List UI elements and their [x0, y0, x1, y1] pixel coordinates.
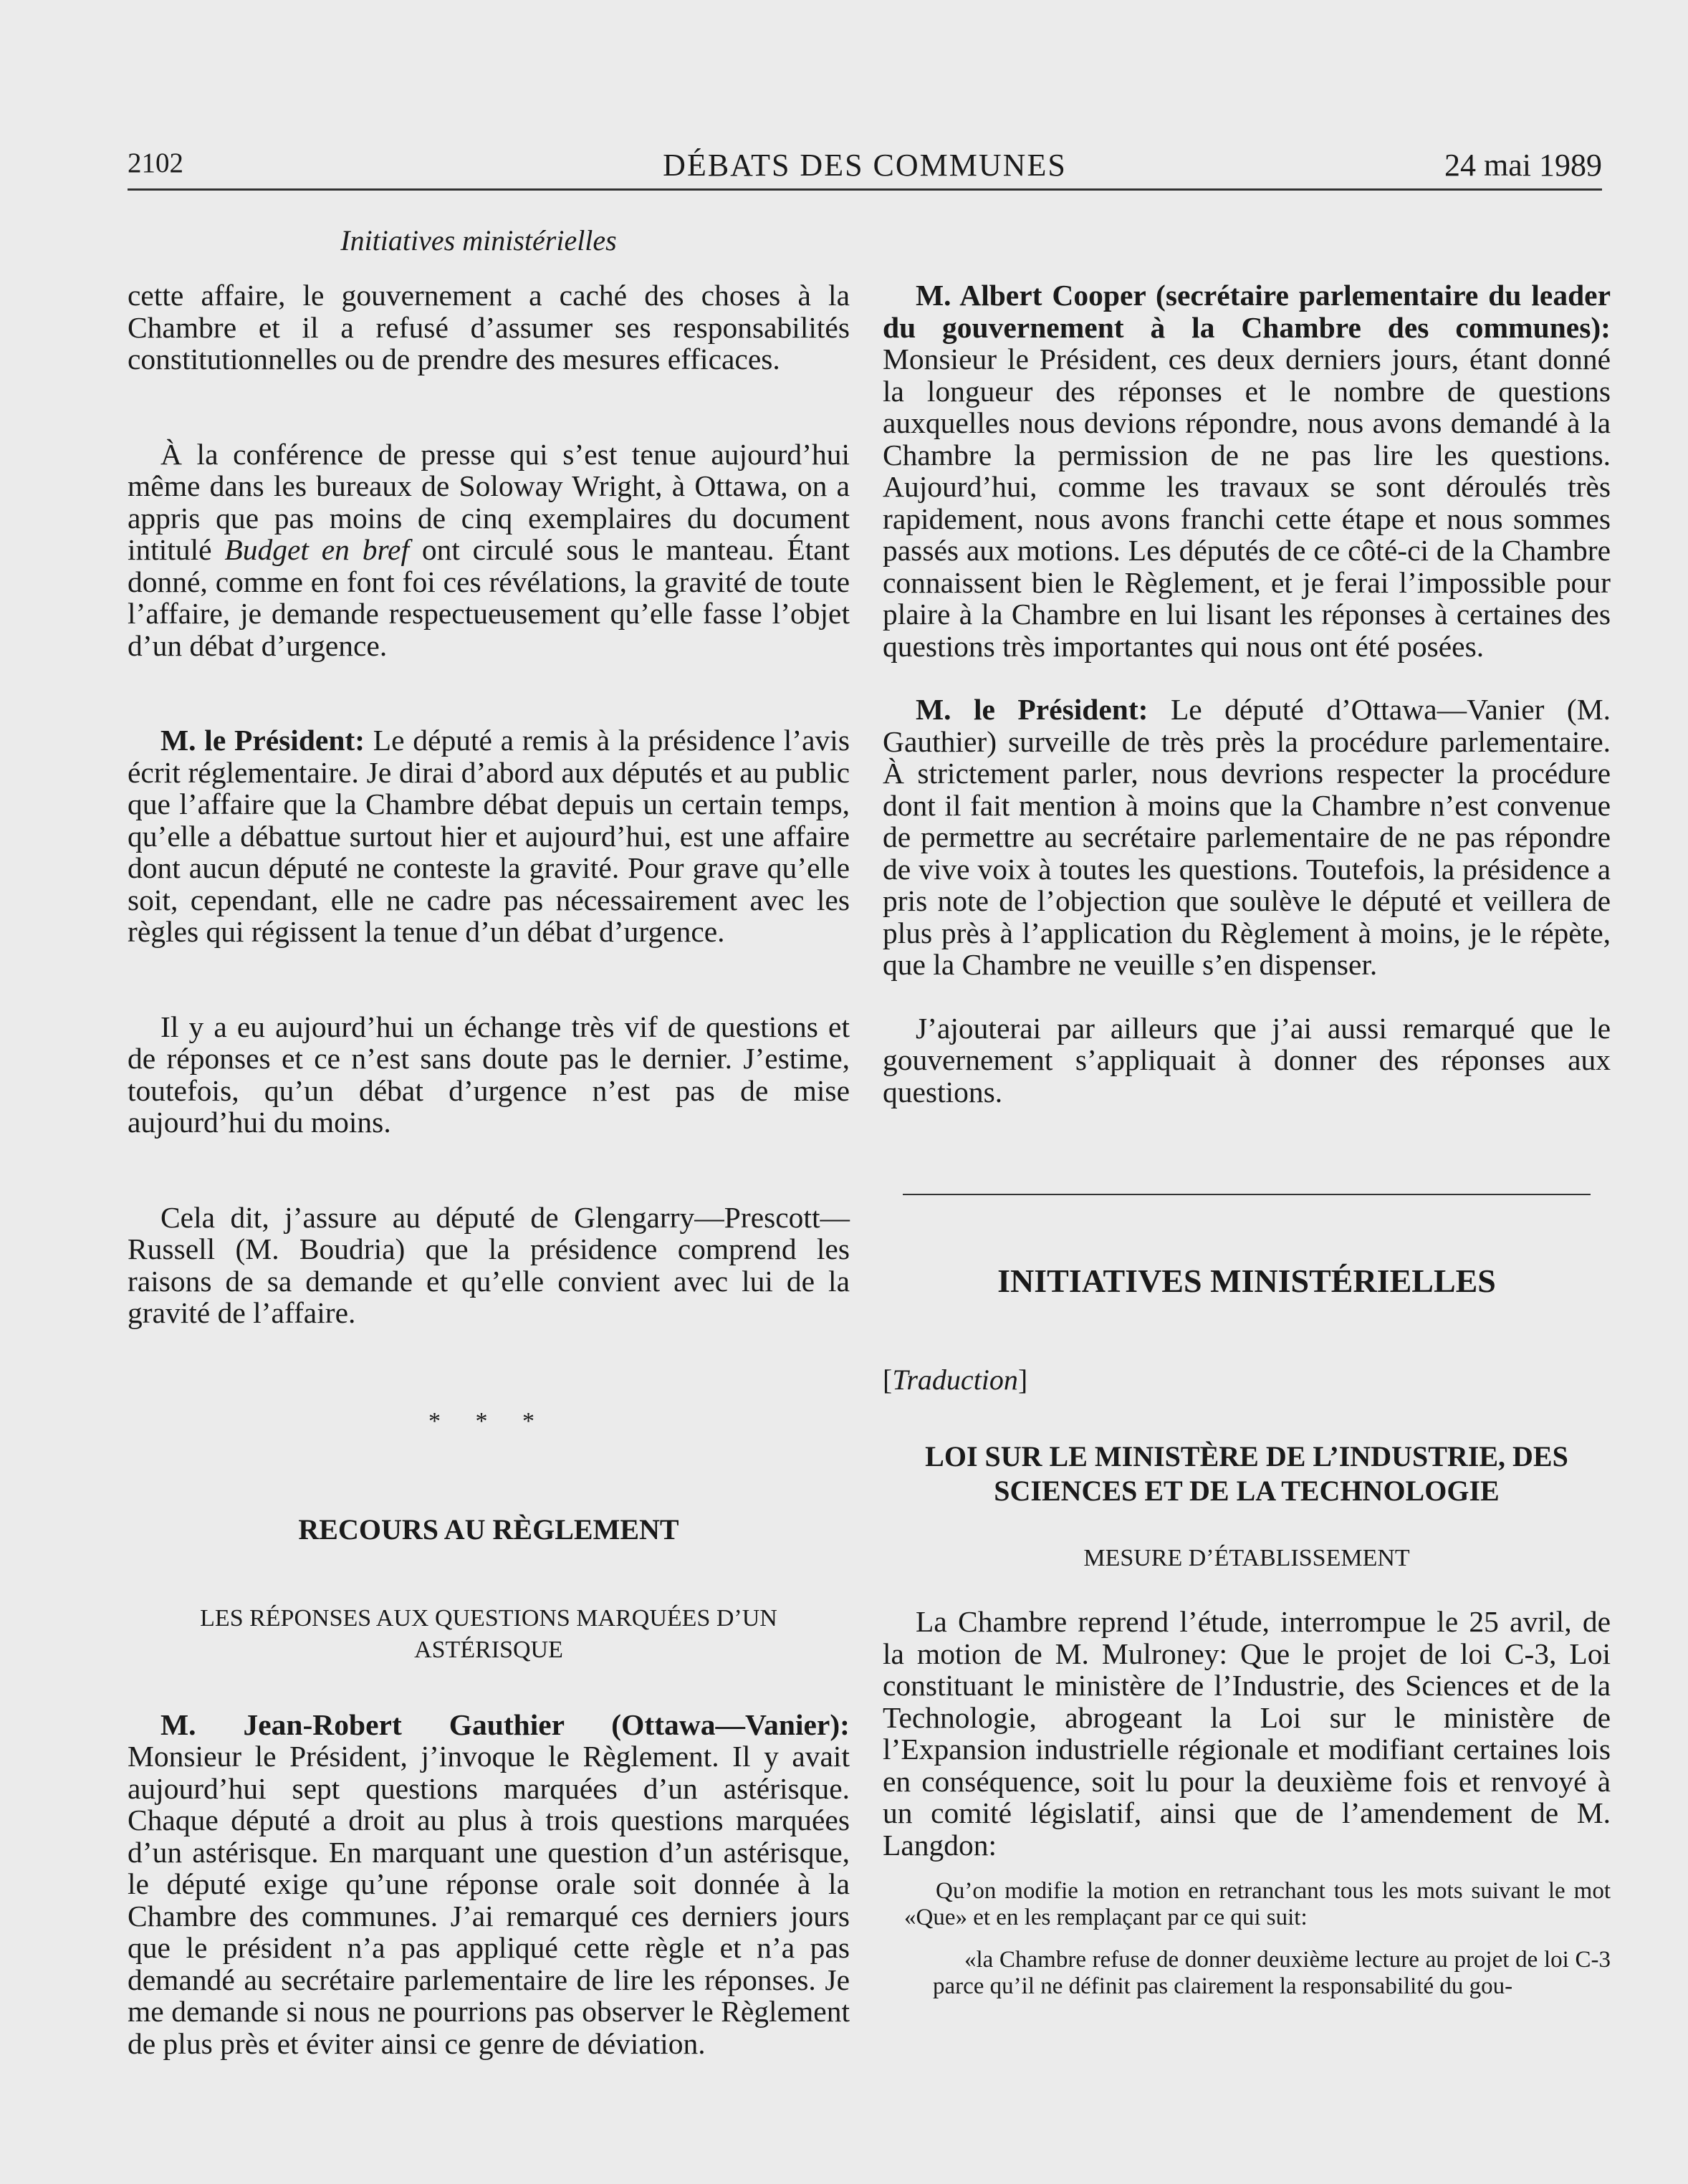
speaker-name: M. le Président:: [160, 724, 365, 757]
speaker-name: M. Albert Cooper (secrétaire parlementaire du leader du gouvernement à la Chambre des communes):: [883, 279, 1611, 344]
speaker-name: M. le Président:: [916, 693, 1148, 726]
right-column: [883, 279, 1611, 2000]
heading-recours: RECOURS AU RÈGLEMENT: [298, 1513, 679, 1546]
page-number: 2102: [128, 148, 183, 178]
subheading-reponses: LES RÉPONSES AUX QUESTIONS MARQUÉES D’UN ASTÉRISQUE: [200, 1604, 777, 1663]
paragraph: M. le Président: Le député d’Ottawa—Vanier (M. Gauthier) surveille de très près la procédure parlementaire. À strictement parler, nous devrions respecter la procédure dont il fait mention à moins que la Chambre n’est convenue de permettre au secrétaire parlementaire de ne pas répondre de vive voix à toutes les questions. Toutefois, la présidence a pris note de l’objection que soulève le député et veillera de plus près à l’application du Règlement à moins, je le répète, que la Chambre ne veuille s’en dispenser.: [883, 693, 1611, 981]
heading-initiatives: INITIATIVES MINISTÉRIELLES: [997, 1263, 1496, 1299]
speaker-name: M. Jean-Robert Gauthier (Ottawa—Vanier):: [160, 1708, 850, 1741]
paragraph: Cela dit, j’assure au député de Glengarry—Prescott—Russell (M. Boudria) que la présidence comprend les raisons de sa demande et qu’elle convient avec lui de la gravité de l’affaire.: [128, 1200, 850, 1329]
quoted-text: «la Chambre refuse de donner deuxième lecture au projet de loi C-3 parce qu’il ne définit pas clairement la responsabilité du gou-: [933, 1947, 1611, 1999]
section-separator: * * *: [428, 1407, 549, 1435]
paragraph: Il y a eu aujourd’hui un échange très vif de questions et de réponses et ce n’est sans doute pas le dernier. J’estime, toutefois, qu’un débat d’urgence n’est pas de mise aujourd’hui du moins.: [128, 1010, 850, 1139]
publication-date: 24 mai 1989: [1444, 148, 1602, 183]
translation-note: [Traduction]: [883, 1364, 1028, 1396]
publication-title: DÉBATS DES COMMUNES: [663, 148, 1067, 183]
paragraph: cette affaire, le gouvernement a caché des choses à la Chambre et il a refusé d’assumer ses responsabilités constitutionnelles ou de prendre des mesures efficaces.: [128, 279, 850, 375]
quoted-amendment: Qu’on modifie la motion en retranchant tous les mots suivant le mot «Que» et en les remplaçant par ce qui suit:: [904, 1878, 1611, 1930]
paragraph: J’ajouterai par ailleurs que j’ai aussi remarqué que le gouvernement s’appliquait à donner des réponses aux questions.: [883, 1011, 1611, 1108]
paragraph: À la conférence de presse qui s’est tenue aujourd’hui même dans les bureaux de Soloway Wright, à Ottawa, on a appris que pas moins de cinq exemplaires du document intitulé Budget en bref ont circulé sous le manteau. Étant donné, comme en font foi ces révélations, la gravité de toute l’affaire, je demande respectueusement qu’elle fasse l’objet d’un débat d’urgence.: [128, 437, 850, 662]
heading-loi: LOI SUR LE MINISTÈRE DE L’INDUSTRIE, DES SCIENCES ET DE LA TECHNOLOGIE: [925, 1440, 1568, 1507]
paragraph: M. le Président: Le député a remis à la présidence l’avis écrit réglementaire. Je dirai d’abord aux députés et au public que l’affaire que la Chambre débat depuis un certain temps, qu’elle a débattue surtout hier et aujourd’hui, est une affaire dont aucun député ne conteste la gravité. Pour grave qu’elle soit, cependant, elle ne cadre pas nécessairement avec les règles qui régissent la tenue d’un débat d’urgence.: [128, 724, 850, 948]
paragraph: M. Albert Cooper (secrétaire parlementaire du leader du gouvernement à la Chambre des communes): Monsieur le Président, ces deux derniers jours, étant donné la longueur des réponses et le nombre de questions auxquelles nous devions répondre, nous avons demandé à la Chambre la permission de ne pas lire les questions. Aujourd’hui, comme les travaux se sont déroulés très rapidement, nous avons franchi cette étape et nous sommes passés aux motions. Les députés de ce côté-ci de la Chambre connaissent bien le Règlement, et je ferai l’impossible pour plaire à la Chambre en lui lisant les réponses à certaines des questions très importantes qui nous ont été posées.: [883, 279, 1611, 663]
header-rule: [128, 188, 1602, 191]
left-column: [128, 279, 850, 2059]
page-header: [128, 147, 1602, 190]
subheading-mesure: MESURE D’ÉTABLISSEMENT: [1083, 1545, 1410, 1571]
paragraph: La Chambre reprend l’étude, interrompue le 25 avril, de la motion de M. Mulroney: Que le projet de loi C-3, Loi constituant le ministère de l’Industrie, des Sciences et de la Technologie, abrogeant la Loi sur le ministère de l’Expansion industrielle régionale et modifiant certaines lois en conséquence, soit lu pour la deuxième fois et renvoyé à un comité législatif, ainsi que de l’amendement de M. Langdon:: [883, 1605, 1611, 1862]
section-heading: Initiatives ministérielles: [340, 224, 617, 257]
paragraph: M. Jean-Robert Gauthier (Ottawa—Vanier): Monsieur le Président, j’invoque le Règlement. Il y avait aujourd’hui sept questions marquées d’un astérisque. Chaque député a droit au plus à trois questions marquées d’un astérisque. En marquant une question d’un astérisque, le député exige qu’une réponse orale soit donnée à la Chambre des communes. J’ai remarqué ces derniers jours que le président n’a pas appliqué cette règle et n’a pas demandé au secrétaire parlementaire de lire les réponses. Je me demande si nous ne pourrions pas observer le Règlement de plus près et éviter ainsi ce genre de déviation.: [128, 1708, 850, 2060]
